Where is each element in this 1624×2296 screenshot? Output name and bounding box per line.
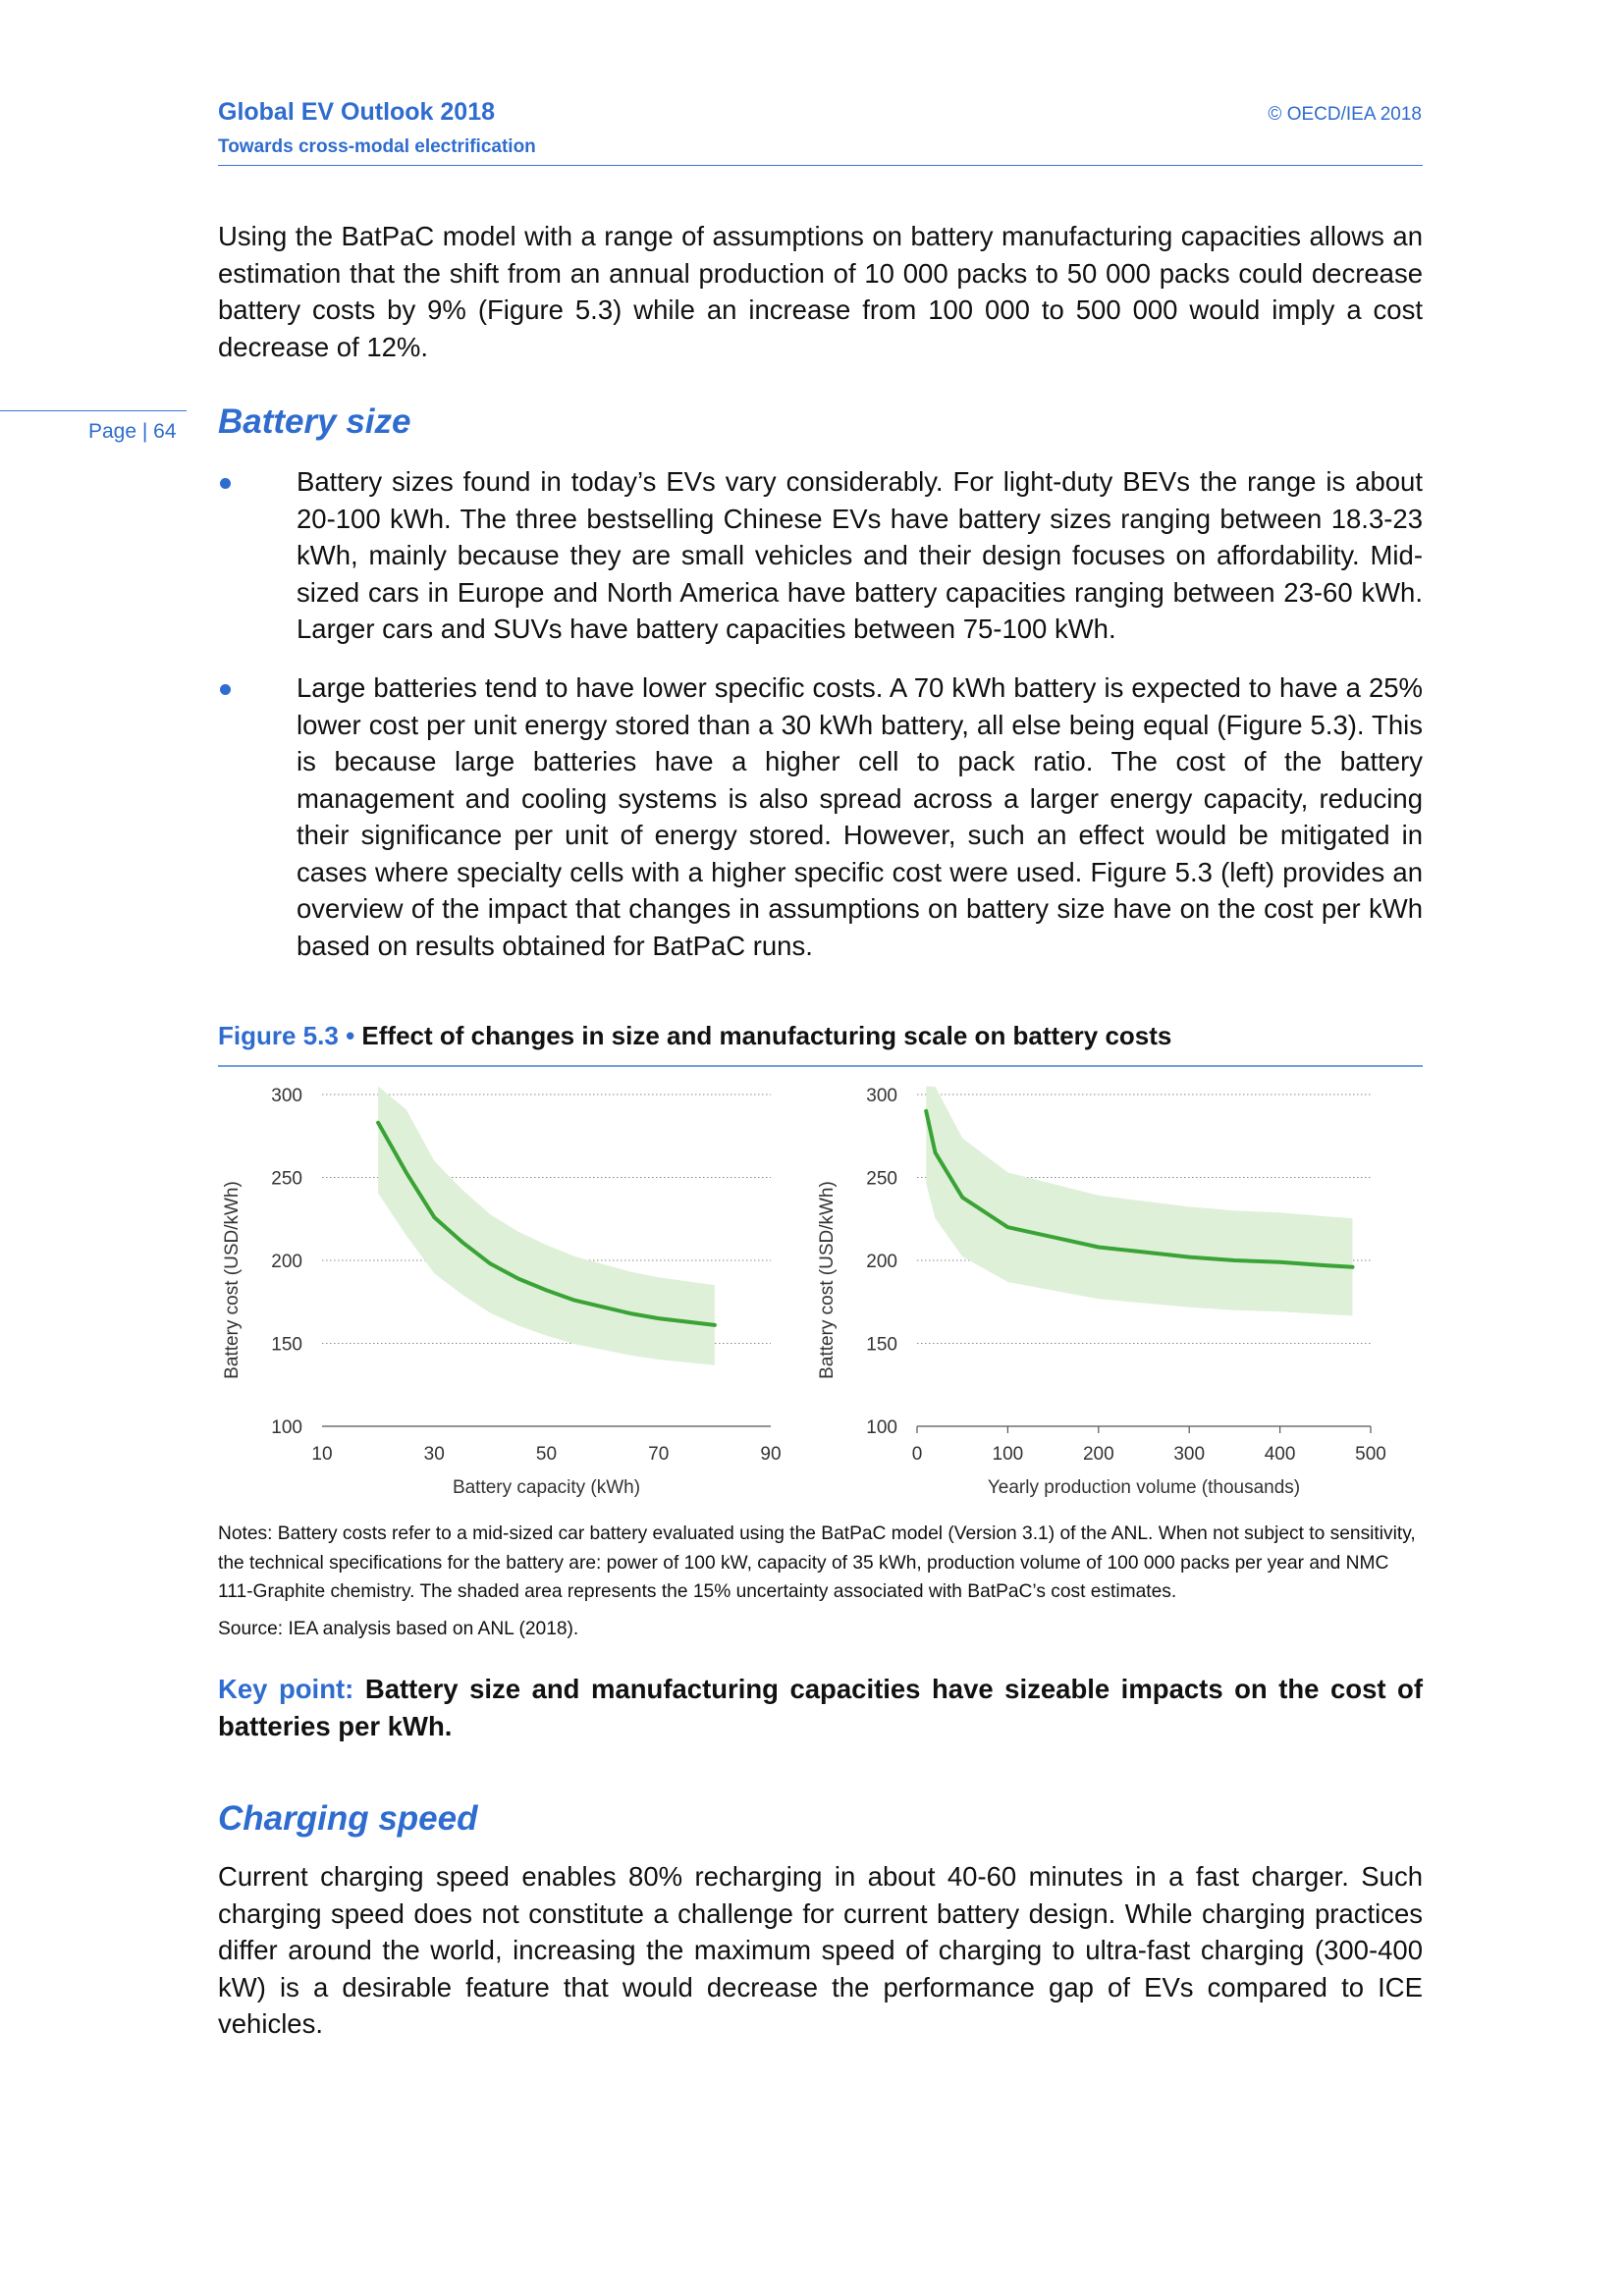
x-tick-label: 70 <box>648 1444 670 1465</box>
y-tick-label: 150 <box>271 1334 302 1356</box>
figure-separator: • <box>346 1021 355 1050</box>
x-tick-label: 500 <box>1355 1444 1386 1465</box>
figure-notes: Notes: Battery costs refer to a mid-sized car battery evaluated using the BatPaC model (Version 3.1) of the ANL. When not subject to sensitivity, the technical specifications for the battery are: power of 100 kW, capacity of 35 kWh, production volume of 100 000 packs per year and NMC 111-Graphite chemistry. The shaded area represents the 15% uncertainty associated with BatPaC’s cost estimates. <box>218 1523 1416 1602</box>
x-tick-label: 400 <box>1264 1444 1296 1465</box>
page-number: Page | 64 <box>88 420 177 443</box>
header-rule <box>218 165 1423 166</box>
y-tick-label: 250 <box>271 1168 302 1190</box>
x-axis-label: Yearly production volume (thousands) <box>987 1477 1301 1498</box>
key-point-text: Battery size and manufacturing capacities have sizeable impacts on the cost of batteries per kWh. <box>218 1674 1423 1741</box>
y-tick-label: 200 <box>866 1252 897 1272</box>
section-heading-charging-speed: Charging speed <box>218 1799 478 1838</box>
x-tick-label: 30 <box>423 1444 445 1465</box>
bullet-icon <box>220 478 231 489</box>
section-heading-battery-size: Battery size <box>218 402 411 441</box>
y-tick-label: 300 <box>866 1086 897 1106</box>
bullet-item: Battery sizes found in today’s EVs vary considerably. For light-duty BEVs the range is about 20-100 kWh. The three bestselling Chinese EVs have battery sizes ranging between 18.3-23 kWh, mainly because they are small vehicles and their design focuses on affordability. Mid-sized cars in Europe and North America have battery capacities ranging between 23-60 kWh. Larger cars and SUVs have battery capacities between 75-100 kWh. <box>297 466 1423 644</box>
x-axis-label: Battery capacity (kWh) <box>452 1477 641 1498</box>
x-tick-label: 10 <box>311 1444 333 1465</box>
report-title: Global EV Outlook 2018 <box>218 98 496 126</box>
uncertainty-band <box>926 1087 1352 1316</box>
figure-caption: Effect of changes in size and manufacturing scale on battery costs <box>361 1021 1172 1050</box>
x-tick-label: 100 <box>992 1444 1024 1465</box>
x-tick-label: 50 <box>535 1444 558 1465</box>
y-tick-label: 150 <box>866 1334 897 1356</box>
y-tick-label: 200 <box>271 1252 302 1272</box>
key-point <box>218 1671 1423 1745</box>
figure-source: Source: IEA analysis based on ANL (2018). <box>218 1619 579 1639</box>
key-point-label: Key point: <box>218 1674 354 1704</box>
y-tick-label: 100 <box>866 1417 897 1438</box>
x-tick-label: 0 <box>911 1444 923 1465</box>
figure-number: Figure 5.3 <box>218 1021 339 1050</box>
y-tick-label: 250 <box>866 1168 897 1190</box>
y-axis-label: Battery cost (USD/kWh) <box>222 1181 243 1379</box>
bullet-icon <box>220 684 231 695</box>
x-tick-label: 200 <box>1082 1444 1114 1465</box>
x-tick-label: 300 <box>1173 1444 1206 1465</box>
report-subtitle: Towards cross-modal electrification <box>218 136 536 157</box>
y-axis-label: Battery cost (USD/kWh) <box>817 1181 838 1379</box>
y-tick-label: 300 <box>271 1086 302 1106</box>
bullet-item: Large batteries tend to have lower specific costs. A 70 kWh battery is expected to have a 25% lower cost per unit energy stored than a 30 kWh battery, all else being equal (Figure 5.3). This is because large batteries have a higher cell to pack ratio. The cost of the battery management and cooling systems is also spread across a larger energy capacity, reducing their significance per unit of energy stored. However, such an effect would be mitigated in cases where specialty cells with a higher specific cost were used. Figure 5.3 (left) provides an overview of the impact that changes in assumptions on battery size have on the cost per kWh based on results obtained for BatPaC runs. <box>297 672 1423 961</box>
margin-rule <box>0 410 187 411</box>
figure-charts <box>218 1074 1423 1525</box>
intro-paragraph: Using the BatPaC model with a range of assumptions on battery manufacturing capacities allows an estimation that the shift from an annual production of 10 000 packs to 50 000 packs could decrease battery costs by 9% (Figure 5.3) while an increase from 100 000 to 500 000 would imply a cost decrease of 12%. <box>218 221 1423 362</box>
charging-paragraph: Current charging speed enables 80% recharging in about 40-60 minutes in a fast charger. Such charging speed does not constitute a challenge for current battery design. While charging practices differ around the world, increasing the maximum speed of charging to ultra-fast charging (300-400 kW) is a desirable feature that would decrease the performance gap of EVs compared to ICE vehicles. <box>218 1861 1423 2039</box>
x-tick-label: 90 <box>760 1444 782 1465</box>
y-tick-label: 100 <box>271 1417 302 1438</box>
figure-rule <box>218 1065 1423 1067</box>
uncertainty-band <box>378 1087 715 1365</box>
figure-title <box>218 1021 1171 1051</box>
copyright-notice: © OECD/IEA 2018 <box>1268 104 1422 125</box>
